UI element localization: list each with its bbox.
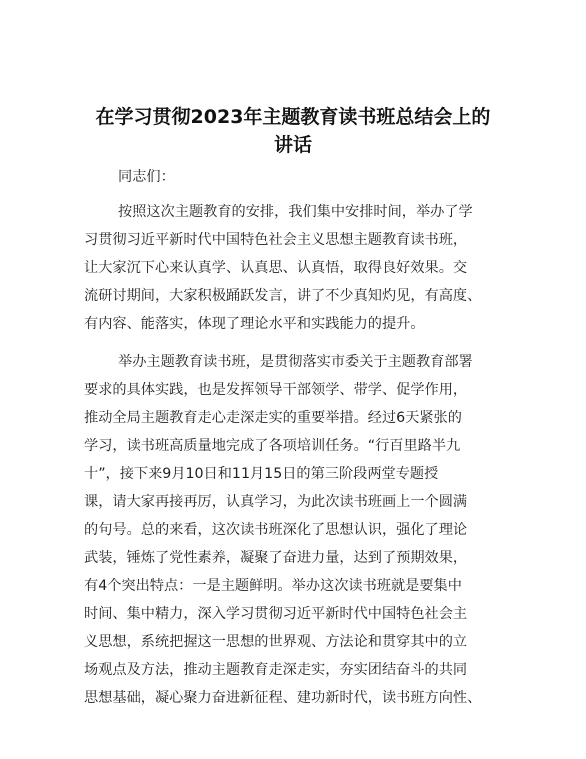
paragraph-2-line: 思想基础，凝心聚力奋进新征程、建功新时代，读书班方向性、 — [84, 690, 482, 706]
paragraph-1-line: 习贯彻习近平新时代中国特色社会主义思想主题教育读书班， — [84, 232, 468, 248]
paragraph-2-line: 十”，接下来9月10日和11月15日的第三阶段两堂专题授 — [84, 466, 439, 482]
paragraph-2-line: 课，请大家再接再厉，认真学习，为此次读书班画上一个圆满 — [84, 494, 468, 510]
paragraph-2-line: 场观点及方法，推动主题教育走深走实，夯实团结奋斗的共同 — [84, 662, 468, 678]
paragraph-2-line: 义思想，系统把握这一思想的世界观、方法论和贯穿其中的立 — [84, 634, 468, 650]
paragraph-1-line: 让大家沉下心来认真学、认真思、认真悟，取得良好效果。交 — [84, 260, 468, 276]
paragraph-2-line: 推动全局主题教育走心走深走实的重要举措。经过6天紧张的 — [84, 410, 462, 426]
salutation: 同志们： — [118, 169, 175, 185]
paragraph-1-line: 流研讨期间，大家积极踊跃发言，讲了不少真知灼见，有高度、 — [84, 288, 482, 304]
paragraph-1-line: 有内容、能落实，体现了理论水平和实践能力的提升。 — [84, 316, 425, 332]
paragraph-2-line: 举办主题教育读书班，是贯彻落实市委关于主题教育部署 — [118, 354, 473, 370]
paragraph-1-line: 按照这次主题教育的安排，我们集中安排时间，举办了学 — [118, 204, 473, 220]
paragraph-2-line: 时间、集中精力，深入学习贯彻习近平新时代中国特色社会主 — [84, 606, 468, 622]
paragraph-2-line: 武装，锤炼了党性素养，凝聚了奋进力量，达到了预期效果， — [84, 550, 468, 566]
document-title-line-1: 在学习贯彻2023年主题教育读书班总结会上的 — [95, 106, 491, 128]
paragraph-2-line: 要求的具体实践，也是发挥领导干部领学、带学、促学作用， — [84, 382, 468, 398]
paragraph-2-line: 的句号。总的来看，这次读书班深化了思想认识，强化了理论 — [84, 522, 468, 538]
paragraph-2-line: 学习，读书班高质量地完成了各项培训任务。“行百里路半九 — [84, 438, 461, 454]
paragraph-2-line: 有4个突出特点：一是主题鲜明。举办这次读书班就是要集中 — [84, 578, 462, 594]
document-title-line-2: 讲话 — [273, 134, 312, 156]
